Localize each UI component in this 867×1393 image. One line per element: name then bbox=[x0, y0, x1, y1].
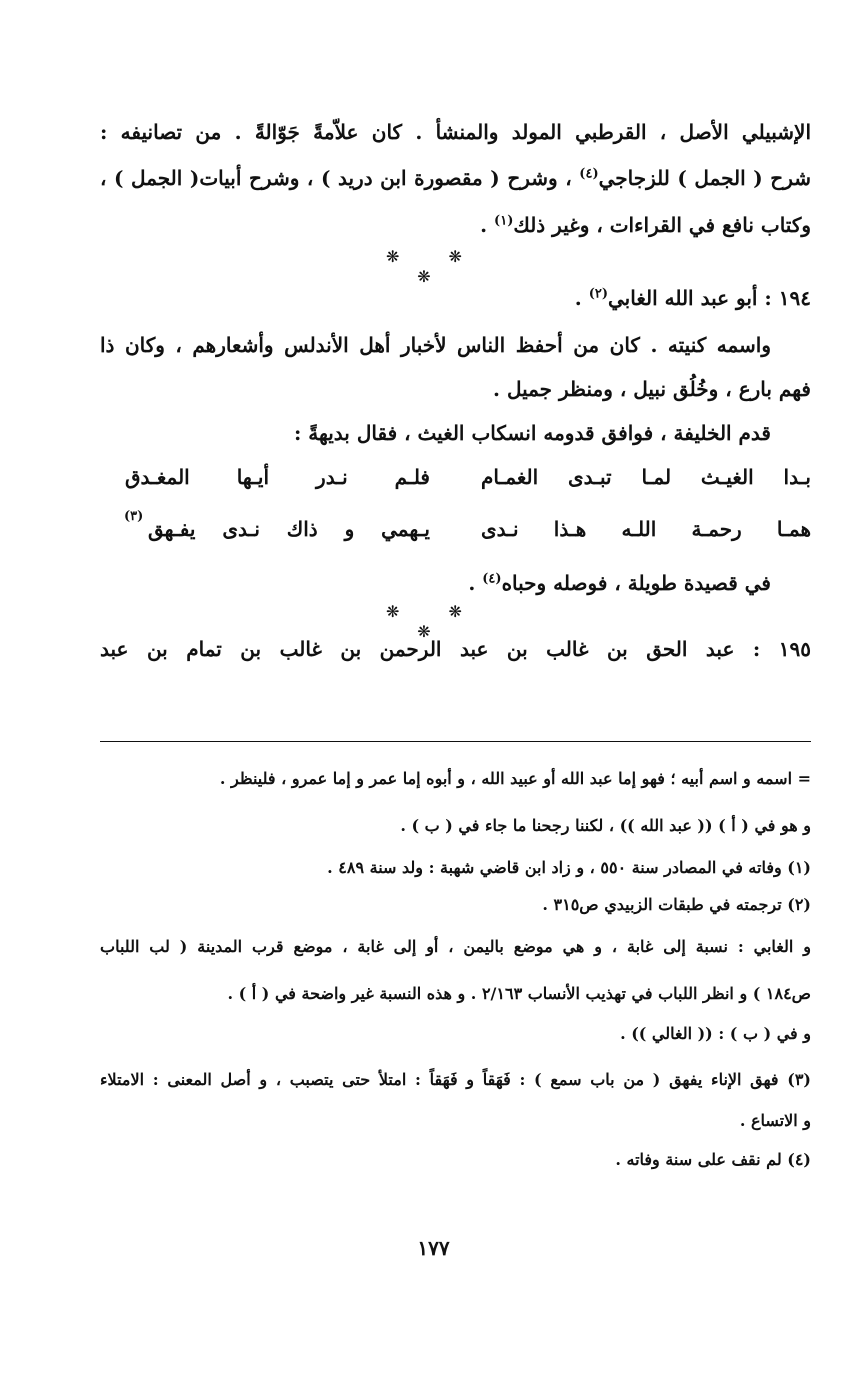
body-line-1 bbox=[100, 117, 811, 147]
text: ١٩٥ : عبد الحق بن غالب بن عبد الرحمن بن غالب بن تمام بن عبد bbox=[100, 637, 811, 661]
body-line-6 bbox=[100, 374, 811, 404]
footnote-line: = اسمه و اسم أبيه ؛ فهو إما عبد الله أو عبيد الله ، و أبوه إما عمر و إما عمرو ، فلينظر . bbox=[219, 769, 811, 788]
footnote-ref: (٤) bbox=[579, 166, 599, 182]
text: وكتاب نافع في القراءات ، وغير ذلك bbox=[513, 213, 811, 237]
footnote-1: (١) وفاته في المصادر سنة ٥٥٠ ، و زاد ابن قاضي شهبة : ولد سنة ٤٨٩ . bbox=[327, 858, 811, 877]
text: فهم بارع ، وخُلُق نبيل ، ومنظر جميل . bbox=[493, 377, 811, 401]
footnote-ref: (١) bbox=[494, 213, 514, 229]
body-line-7 bbox=[100, 418, 811, 448]
footnote-line: ص١٨٤ ) و انظر اللباب في تهذيب الأنساب ٢/١٦٣ . و هذه النسبة غير واضحة في ( أ ) . bbox=[227, 984, 811, 1003]
text: ١٩٤ : أبو عبد الله الغابي bbox=[608, 286, 811, 310]
footnote-4: (٤) لم نقف على سنة وفاته . bbox=[615, 1150, 811, 1169]
footnote-ref: (٤) bbox=[482, 571, 502, 587]
footnote-2: (٢) ترجمته في طبقات الزبيدي ص٣١٥ . bbox=[542, 895, 811, 914]
footnote-line: و في ( ب ) : (( الغالي )) . bbox=[620, 1024, 811, 1043]
footnote-line: و هو في ( أ ) (( عبد الله )) ، لكننا رجحنا ما جاء في ( ب ) . bbox=[400, 816, 811, 835]
text: الإشبيلي الأصل ، القرطبي المولد والمنشأ . كان علاّمةً جَوّالةً . من تصانيفه : bbox=[100, 120, 811, 144]
body-line-5 bbox=[100, 330, 811, 360]
page-number: ١٧٧ bbox=[417, 1236, 450, 1260]
text: ، وشرح ( مقصورة ابن دريد ) ، وشرح أبيات( الجمل ) ، bbox=[100, 166, 572, 190]
body-line-3 bbox=[100, 210, 811, 240]
section-divider-stars: ❋ ❋ ❋ bbox=[386, 602, 484, 641]
text: واسمه كنيته . كان من أحفظ الناس لأخبار أهل الأندلس وأشعارهم ، وكان ذا bbox=[100, 333, 771, 357]
verse-2-first-hemistich: همـا رحمـة اللـه هـذا نـدى bbox=[481, 517, 811, 541]
text: . bbox=[480, 213, 488, 237]
verse-1-first-hemistich: بـدا الغيـث لمـا تبـدى الغمـام bbox=[481, 465, 811, 489]
body-line-8 bbox=[100, 568, 811, 598]
body-line-2 bbox=[100, 163, 811, 193]
footnote-ref: (٢) bbox=[588, 286, 609, 302]
text: في قصيدة طويلة ، فوصله وحباه bbox=[501, 571, 771, 595]
text: شرح ( الجمل ) للزجاجي bbox=[598, 166, 811, 190]
text: قدم الخليفة ، فوافق قدومه انسكاب الغيث ، فقال بديهةً : bbox=[293, 421, 771, 445]
text: . bbox=[468, 571, 476, 595]
footnote-line: و الاتساع . bbox=[739, 1111, 811, 1130]
text: . bbox=[574, 286, 582, 310]
footnote-line: و الغابي : نسبة إلى غابة ، و هي موضع باليمن ، أو إلى غابة ، موضع قرب المدينة ( لب اللباب bbox=[100, 937, 811, 956]
footnote-3: (٣) فهق الإناء يفهق ( من باب سمع ) : فَهَقاً و فَهَقاً : امتلأ حتى يتصبب ، و أصل المعنى : الامتلاء bbox=[100, 1070, 811, 1089]
verse-2-second-hemistich: يـهمي و ذاك نـدى يفـهق bbox=[148, 517, 430, 541]
entry-heading-194 bbox=[100, 283, 811, 313]
footnote-ref: (٣) bbox=[124, 509, 144, 524]
entry-heading-195 bbox=[100, 634, 811, 664]
section-divider-stars: ❋ ❋ ❋ bbox=[386, 247, 484, 286]
verse-1-second-hemistich: فلـم نـدر أيـها المغـدق bbox=[125, 465, 430, 489]
footnote-separator bbox=[100, 741, 811, 742]
